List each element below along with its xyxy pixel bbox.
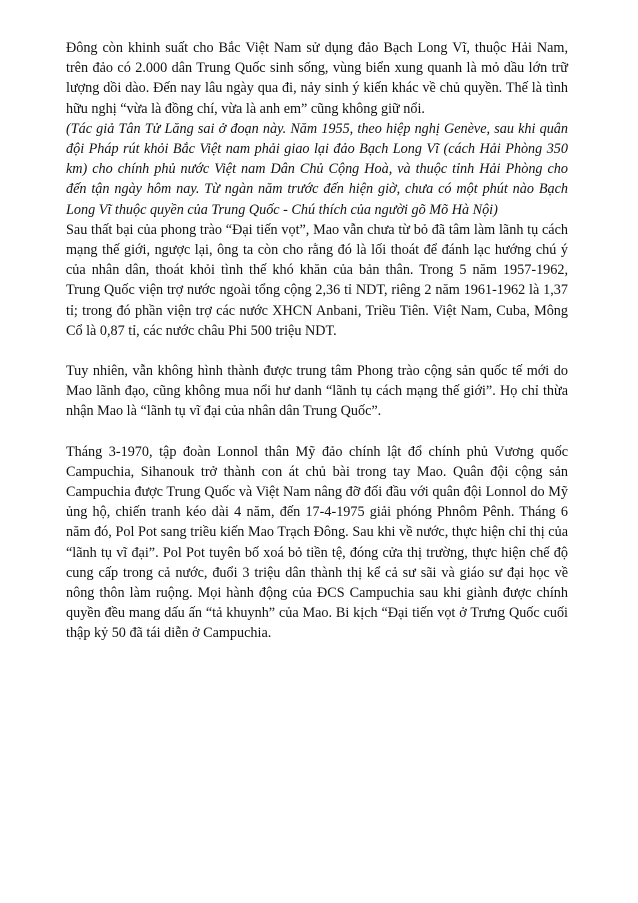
document-body (66, 38, 568, 644)
paragraph-foreign-aid: Sau thất bại của phong trào “Đại tiến vọt”, Mao vẫn chưa từ bỏ đã tâm làm lãnh tụ cách mạng thế giới, ngược lại, ông ta còn cho rằng đó là lối thoát để đánh lạc hướng chú ý của nhân dân, thoát khỏi tình thế khó khăn của bản thân. Trong 5 năm 1957-1962, Trung Quốc viện trợ nước ngoài tổng cộng 2,36 tỉ NDT, riêng 2 năm 1961-1962 là 1,37 tỉ; trong đó phần viện trợ các nước XHCN Anbani, Triều Tiên. Việt Nam, Cuba, Mông Cổ là 0,87 tỉ, các nước châu Phi 500 triệu NDT. (66, 221, 568, 339)
paragraph-typist-note: (Tác giả Tân Tử Lăng sai ở đoạn này. Năm 1955, theo hiệp nghị Genève, sau khi quân đội Pháp rút khỏi Bắc Việt nam phải giao lại đảo Bạch Long Vĩ (cách Hải Phòng 350 km) cho chính phủ nước Việt nam Dân Chủ Cộng Hoà, và thuộc tỉnh Hải Phòng cho đến tận ngày hôm nay. Từ ngàn năm trước đến hiện giờ, chưa có một phút nào Bạch Long Vĩ thuộc quyền của Trung Quốc - Chú thích của người gõ Mõ Hà Nội) (66, 120, 568, 218)
paragraph-bach-long-vi: Đông còn khinh suất cho Bắc Việt Nam sử dụng đảo Bạch Long Vĩ, thuộc Hải Nam, trên đảo có 2.000 dân Trung Quốc sinh sống, vùng biển xung quanh là mỏ dầu lớn trữ lượng dồi dào. Đến nay lâu ngày qua đi, nảy sinh ý kiến khác về chủ quyền. Thế là tình hữu nghị “vừa là đồng chí, vừa là anh em” cũng không giữ nổi. (66, 40, 568, 117)
paragraph-campuchia: Tháng 3-1970, tập đoàn Lonnol thân Mỹ đảo chính lật đổ chính phủ Vương quốc Campuchia, Sihanouk trở thành con át chủ bài trong tay Mao. Quân đội cộng sản Campuchia được Trung Quốc và Việt Nam nâng đỡ đối đầu với quân đội Lonnol do Mỹ ủng hộ, chiến tranh kéo dài 4 năm, đến 17-4-1975 giải phóng Phnôm Pênh. Tháng 6 năm đó, Pol Pot sang triều kiến Mao Trạch Đông. Sau khi về nước, thực hiện chỉ thị của “lãnh tụ vĩ đại”. Pol Pot tuyên bố xoá bỏ tiền tệ, đóng cửa thị trường, thực hiện chế độ cung cấp trong cả nước, đuổi 3 triệu dân thành thị kể cả sư sãi và giáo sư đại học về nông thôn làm ruộng. Mọi hành động của ĐCS Campuchia sau khi giành được chính quyền đều mang dấu ấn “tả khuynh” của Mao. Bi kịch “Đại tiến vọt ở Trưng Quốc cuối thập kỷ 50 đã tái diễn ở Campuchia. (66, 443, 568, 642)
paragraph-international-center: Tuy nhiên, vẫn không hình thành được trung tâm Phong trào cộng sản quốc tế mới do Mao lãnh đạo, cũng không mua nổi hư danh “lãnh tụ cách mạng thế giới”. Họ chỉ thừa nhận Mao là “lãnh tụ vĩ đại của nhân dân Trung Quốc”. (66, 363, 568, 420)
